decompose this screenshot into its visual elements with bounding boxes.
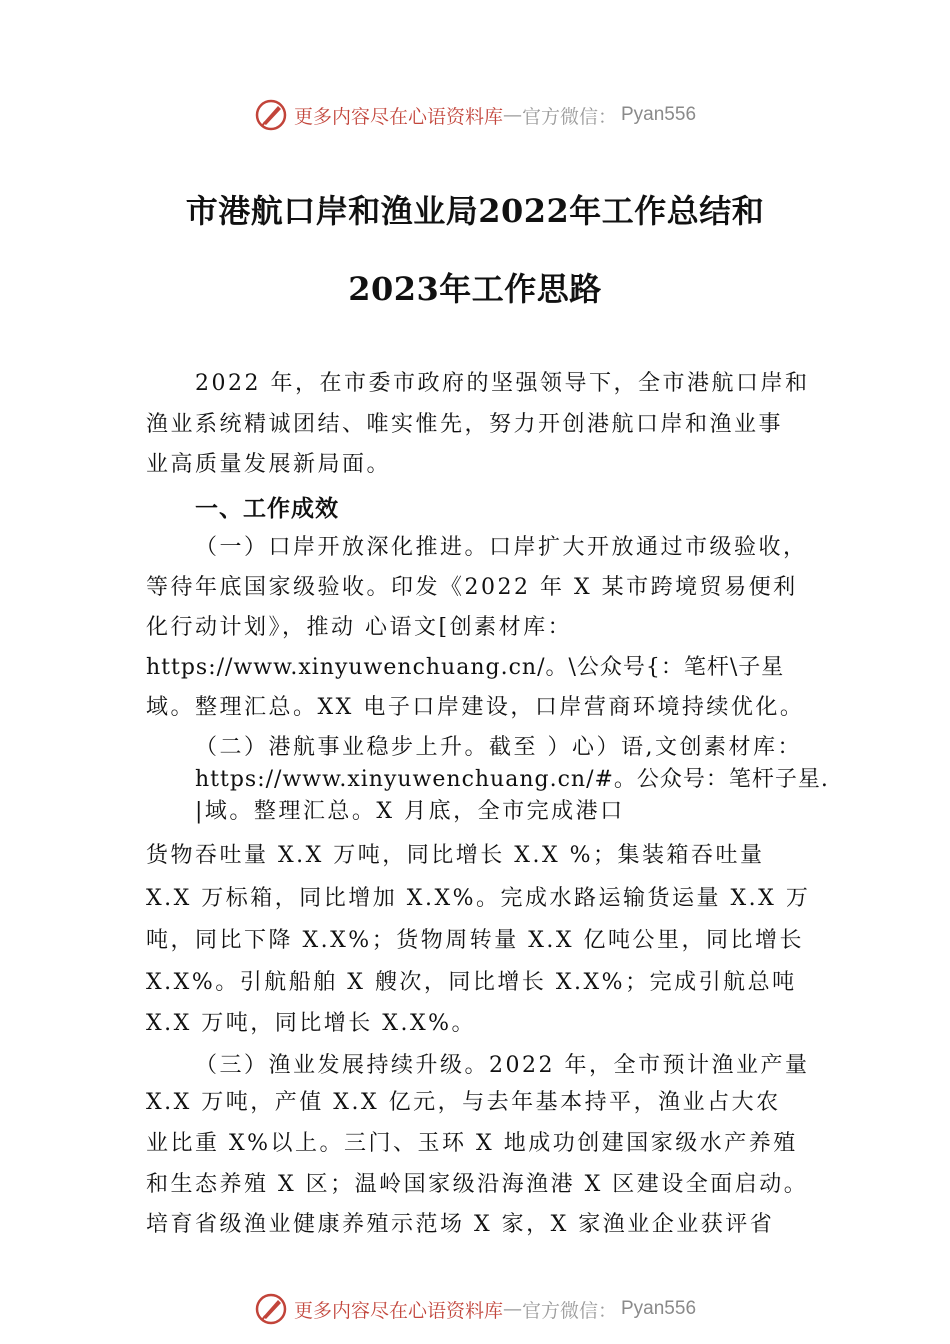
intro-line-1: 2022 年，在市委市政府的坚强领导下，全市港航口岸和: [195, 371, 810, 396]
watermark-banner-top: [0, 95, 950, 135]
intro-line-2: 渔业系统精诚团结、唯实惟先，努力开创港航口岸和渔业事: [146, 412, 784, 437]
item2-line-3: |域。整理汇总。X 月底，全市完成港口: [195, 799, 625, 824]
watermark-banner-bottom: [0, 1289, 950, 1329]
item2-line-5: X.X 万标箱，同比增加 X.X%。完成水路运输货运量 X.X 万: [146, 886, 811, 911]
watermark-wechat-label: 官方微信：: [521, 105, 617, 128]
section-heading: 一、工作成效: [195, 495, 339, 522]
watermark-wechat-label: 官方微信：: [521, 1299, 617, 1322]
item3-line-3: 业比重 X%以上。三门、玉环 X 地成功创建国家级水产养殖: [146, 1131, 798, 1156]
item2-line-7: X.X%。引航船舶 X 艘次，同比增长 X.X%；完成引航总吨: [146, 970, 797, 995]
item2-line-6: 吨，同比下降 X.X%；货物周转量 X.X 亿吨公里，同比增长: [146, 928, 805, 953]
watermark-wechat-id: Pyan556: [621, 104, 697, 125]
item1-line-3: 化行动计划》，推动 心语文[创素材库：: [146, 615, 573, 640]
item3-line-5: 培育省级渔业健康养殖示范场 X 家，X 家渔业企业获评省: [146, 1212, 775, 1237]
watermark-separator: —: [502, 1298, 522, 1320]
watermark-separator: —: [502, 104, 522, 126]
item1-line-4: https://www.xinyuwenchuang.cn/。\公众号{：笔杆\子星: [146, 655, 785, 680]
quill-pen-logo-icon: [254, 98, 288, 132]
item3-line-1: （三）渔业发展持续升级。2022 年，全市预计渔业产量: [195, 1053, 810, 1078]
watermark-library-text: 更多内容尽在心语资料库: [293, 105, 503, 128]
document-title-line-1: 市港航口岸和渔业局2022年工作总结和: [185, 192, 765, 230]
watermark-library-text: 更多内容尽在心语资料库: [293, 1299, 503, 1322]
intro-line-3: 业高质量发展新局面。: [146, 452, 392, 477]
item2-line-4: 货物吞吐量 X.X 万吨，同比增长 X.X %；集装箱吞吐量: [146, 843, 765, 868]
item2-line-2: https://www.xinyuwenchuang.cn/#。公众号：笔杆子星.: [195, 767, 829, 792]
item1-line-2: 等待年底国家级验收。印发《2022 年 X 某市跨境贸易便利: [146, 575, 798, 600]
item1-line-1: （一）口岸开放深化推进。口岸扩大开放通过市级验收，: [195, 535, 808, 560]
item1-line-5: 域。整理汇总。XX 电子口岸建设，口岸营商环境持续优化。: [146, 695, 805, 720]
quill-pen-logo-icon: [254, 1292, 288, 1326]
item3-line-4: 和生态养殖 X 区；温岭国家级沿海渔港 X 区建设全面启动。: [146, 1172, 809, 1197]
document-title-line-2: 2023年工作思路: [348, 270, 602, 308]
item3-line-2: X.X 万吨，产值 X.X 亿元，与去年基本持平，渔业占大农: [146, 1090, 781, 1115]
item2-line-1: （二）港航事业稳步上升。截至 ）心）语,文创素材库：: [195, 735, 802, 760]
item2-line-8: X.X 万吨，同比增长 X.X%。: [146, 1011, 477, 1036]
watermark-wechat-id: Pyan556: [621, 1298, 697, 1319]
